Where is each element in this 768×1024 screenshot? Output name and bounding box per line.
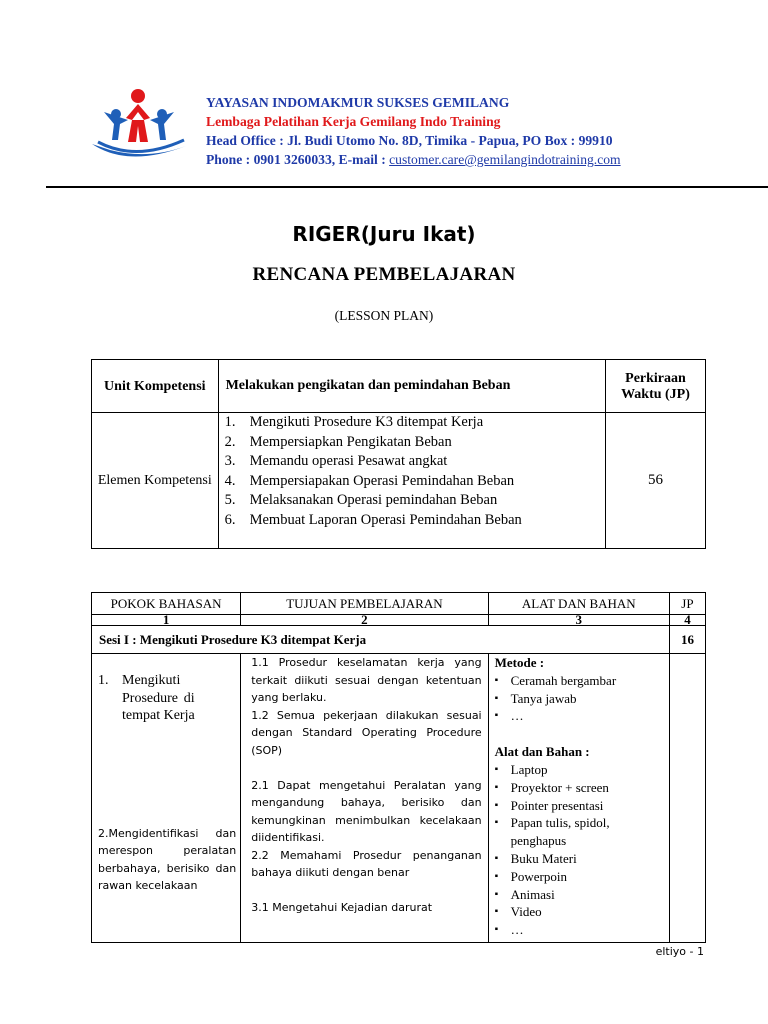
phone-text: Phone : 0901 3260033, E-mail : — [206, 152, 390, 167]
col-header-tujuan: TUJUAN PEMBELAJARAN — [241, 593, 488, 615]
org-subtitle: Lembaga Pelatihan Kerja Gemilang Indo Training — [206, 114, 501, 129]
bullet-icon: ▪ — [494, 763, 499, 775]
col-header-alat: ALAT DAN BAHAN — [488, 593, 669, 615]
unit-value: Melakukan pengikatan dan pemindahan Beban — [218, 360, 605, 413]
bullet-icon: ▪ — [494, 781, 499, 793]
tujuan-paragraph: 1.1 Prosedur keselamatan kerja yang terkait diikuti sesuai dengan ketentuan yang berlaku. — [251, 656, 482, 704]
elemen-item: 4. Mempersiapakan Operasi Pemindahan Beban — [224, 472, 515, 489]
lesson-table — [91, 592, 706, 943]
bullet-item: ▪ Video — [494, 904, 542, 920]
col-number-1: 1 — [92, 615, 241, 626]
unit-label: Unit Kompetensi — [92, 360, 219, 413]
bullet-item: ▪ Tanya jawab — [494, 690, 577, 706]
pokok-item-2: 2.Mengidentifikasi dan merespon peralatan berbahaya, berisiko dan rawan kecelakaan — [98, 826, 237, 892]
bullet-icon: ▪ — [494, 870, 499, 882]
page-subtitle-paren: (LESSON PLAN) — [334, 308, 434, 323]
col-number-2: 2 — [241, 615, 488, 626]
tujuan-paragraph: 3.1 Mengetahui Kejadian darurat — [251, 901, 433, 914]
tujuan-paragraph: 2.2 Memahami Prosedur penanganan bahaya diikuti dengan benar — [251, 848, 482, 879]
bullet-item: ▪ … — [494, 922, 524, 938]
bullet-icon: ▪ — [494, 799, 499, 811]
org-info — [206, 93, 621, 169]
bullet-icon: ▪ — [494, 710, 499, 722]
elemen-item: 1. Mengikuti Prosedure K3 ditempat Kerja — [224, 414, 484, 430]
page-title: RIGER(Juru Ikat) — [292, 222, 476, 246]
bullet-icon: ▪ — [494, 674, 499, 686]
org-contact — [206, 150, 621, 169]
alat-label: Alat dan Bahan : — [494, 744, 590, 760]
tujuan-paragraph: 1.2 Semua pekerjaan dilakukan sesuai dengan Standard Operating Procedure (SOP) — [251, 708, 482, 757]
bullet-item: ▪ Buku Materi — [494, 850, 577, 866]
bullet-icon: ▪ — [494, 817, 499, 829]
competency-table — [91, 359, 706, 549]
bullet-item: ▪ Pointer presentasi — [494, 797, 604, 813]
bullet-icon: ▪ — [494, 906, 499, 918]
bullet-icon: ▪ — [494, 692, 499, 704]
bullet-item: ▪ … — [494, 708, 524, 724]
bullet-item: ▪ Proyektor + screen — [494, 779, 609, 795]
jp-value: 56 — [605, 413, 705, 549]
org-name: YAYASAN INDOMAKMUR SUKSES GEMILANG — [206, 95, 510, 110]
col-number-3: 3 — [488, 615, 669, 626]
bullet-icon: ▪ — [494, 924, 499, 936]
page-footer: eltiyo - 1 — [655, 945, 704, 958]
bullet-item: ▪ Laptop — [494, 761, 548, 777]
bullet-icon: ▪ — [494, 888, 499, 900]
bullet-item: ▪ Ceramah bergambar — [494, 672, 617, 688]
metode-list — [495, 672, 665, 725]
bullet-icon: ▪ — [494, 852, 499, 864]
bullet-item: ▪ Papan tulis, spidol, penghapus — [494, 815, 610, 849]
sesi-title: Sesi I : Mengikuti Prosedure K3 ditempat Kerja — [92, 626, 670, 654]
pokok-item-1: 1. Mengikuti Prosedure di tempat Kerja — [98, 673, 195, 723]
email-link[interactable]: customer.care@gemilangindotraining.com — [389, 152, 621, 167]
elemen-item: 2. Mempersiapkan Pengikatan Beban — [224, 433, 452, 450]
tujuan-paragraph: 2.1 Dapat mengetahui Peralatan yang mengandung bahaya, berisiko dan kemungkinan menimbulkan kecelakaan diidentifikasi. — [251, 778, 482, 844]
alat-cell — [488, 654, 669, 943]
bullet-item: ▪ Animasi — [494, 886, 555, 902]
pokok-cell — [92, 654, 241, 943]
sesi-jp: 16 — [669, 626, 705, 654]
elemen-label: Elemen Kompetensi — [92, 413, 219, 549]
alat-list — [495, 761, 665, 939]
elemen-item: 6. Membuat Laporan Operasi Pemindahan Beban — [224, 511, 522, 528]
elemen-item: 3. Memandu operasi Pesawat angkat — [224, 453, 448, 470]
page-subtitle: RENCANA PEMBELAJARAN — [252, 264, 516, 285]
col-header-jp: JP — [669, 593, 705, 615]
elemen-list-cell — [218, 413, 605, 549]
tujuan-cell — [241, 654, 488, 943]
elemen-list — [219, 413, 605, 531]
people-logo-icon — [88, 84, 192, 168]
jp-label: Perkiraan Waktu (JP) — [605, 360, 705, 413]
header-divider — [46, 186, 768, 188]
jp-empty-cell — [669, 654, 705, 943]
elemen-item: 5. Melaksanakan Operasi pemindahan Beban — [224, 492, 498, 509]
org-address: Head Office : Jl. Budi Utomo No. 8D, Timika - Papua, PO Box : 99910 — [206, 133, 613, 148]
col-header-pokok: POKOK BAHASAN — [92, 593, 241, 615]
metode-label: Metode : — [494, 655, 545, 670]
col-number-4: 4 — [669, 615, 705, 626]
bullet-item: ▪ Powerpoin — [494, 868, 567, 884]
